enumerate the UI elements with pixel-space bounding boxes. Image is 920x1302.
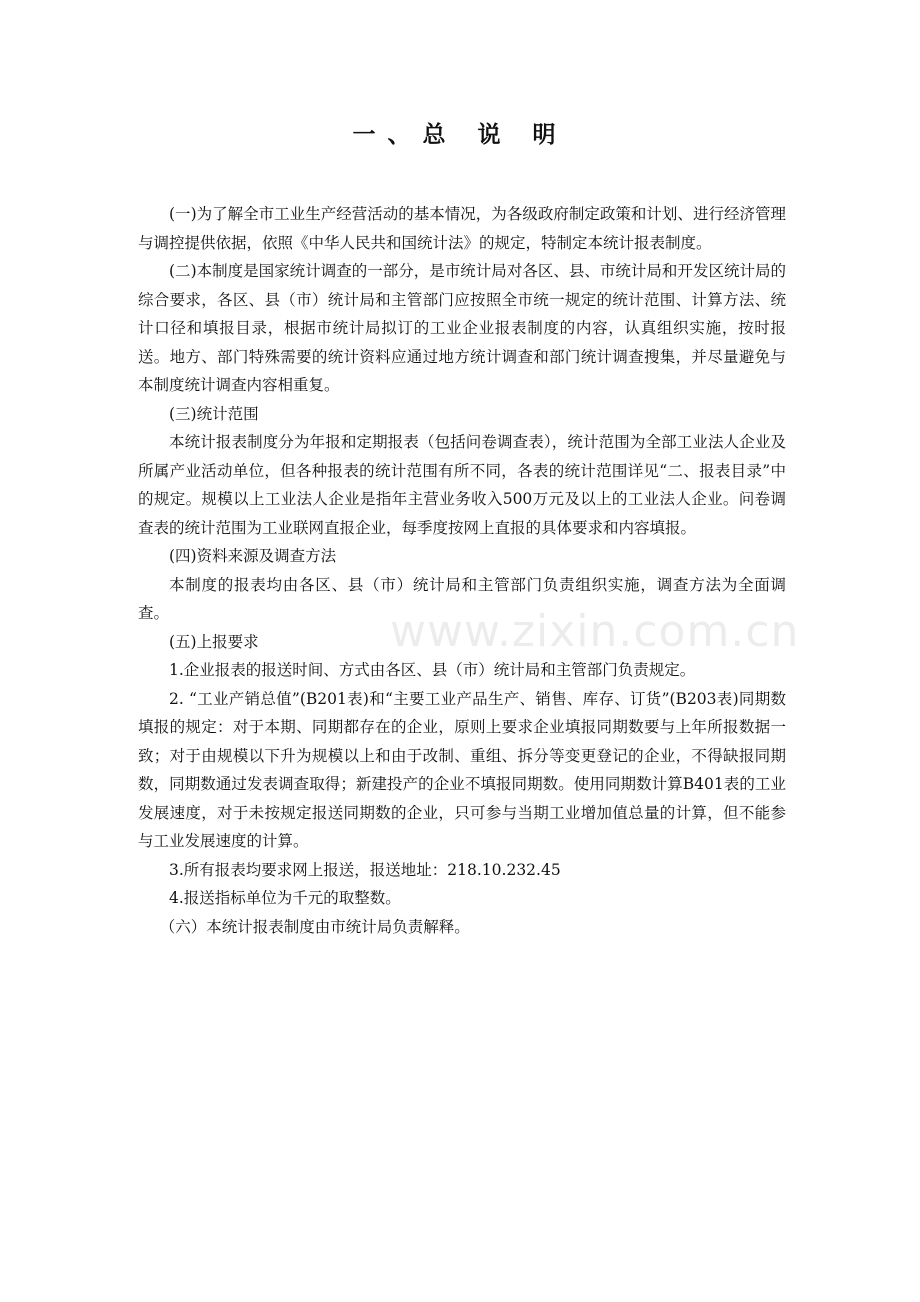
requirement-item-4: 4.报送指标单位为千元的取整数。 <box>169 889 401 907</box>
heading-data-sources: (四)资料来源及调查方法 <box>169 547 337 565</box>
requirement-item-1: 1.企业报表的报送时间、方式由各区、县（市）统计局和主管部门负责规定。 <box>169 661 696 679</box>
paragraph-2-scope-of-system: (二)本制度是国家统计调查的一部分，是市统计局对各区、县、市统计局和开发区统计局的综合要求，各区、县（市）统计局和主管部门应按照全市统一规定的统计范围、计算方法、统计口径和填报目录，根据市统计局拟订的工业企业报表制度的内容，认真组织实施，按时报送。地方、部门特殊需要的统计资料应通过地方统计调查和部门统计调查搜集，并尽量避免与本制度统计调查内容相重复。 <box>138 262 786 394</box>
watermark: www.zixin.com.cn <box>390 606 800 657</box>
paragraph-statistical-scope: 本统计报表制度分为年报和定期报表（包括问卷调查表），统计范围为全部工业法人企业及所属产业活动单位，但各种报表的统计范围有所不同，各表的统计范围详见“二、报表目录”中的规定。规模以上工业法人企业是指年主营业务收入500万元及以上的工业法人企业。问卷调查表的统计范围为工业联网直报企业，每季度按网上直报的具体要求和内容填报。 <box>138 433 786 537</box>
page-title: 一、总 说 明 <box>352 122 568 148</box>
paragraph-6-interpretation: （六）本统计报表制度由市统计局负责解释。 <box>159 917 470 936</box>
heading-statistical-scope: (三)统计范围 <box>169 404 259 423</box>
paragraph-data-sources: 本制度的报表均由各区、县（市）统计局和主管部门负责组织实施，调查方法为全面调查。 <box>138 575 786 622</box>
paragraph-1-purpose: (一)为了解全市工业生产经营活动的基本情况，为各级政府制定政策和计划、进行经济管理与调控提供依据，依照《中华人民共和国统计法》的规定，特制定本统计报表制度。 <box>138 205 786 252</box>
requirement-item-2: 2. “工业产销总值”(B201表)和“主要工业产品生产、销售、库存、订货”(B203表)同期数填报的规定：对于本期、同期都存在的企业，原则上要求企业填报同期数要与上年所报数据一致；对于由规模以下升为规模以上和由于改制、重组、拆分等变更登记的企业，不得缺报同期数，同期数通过发表调查取得；新建投产的企业不填报同期数。使用同期数计算B401表的工业发展速度，对于未按规定报送同期数的企业，只可参与当期工业增加值总量的计算，但不能参与工业发展速度的计算。 <box>138 689 786 850</box>
heading-reporting-requirements: (五)上报要求 <box>169 632 259 651</box>
document-body <box>138 200 786 941</box>
requirement-item-3: 3.所有报表均要求网上报送，报送地址：218.10.232.45 <box>169 860 561 879</box>
